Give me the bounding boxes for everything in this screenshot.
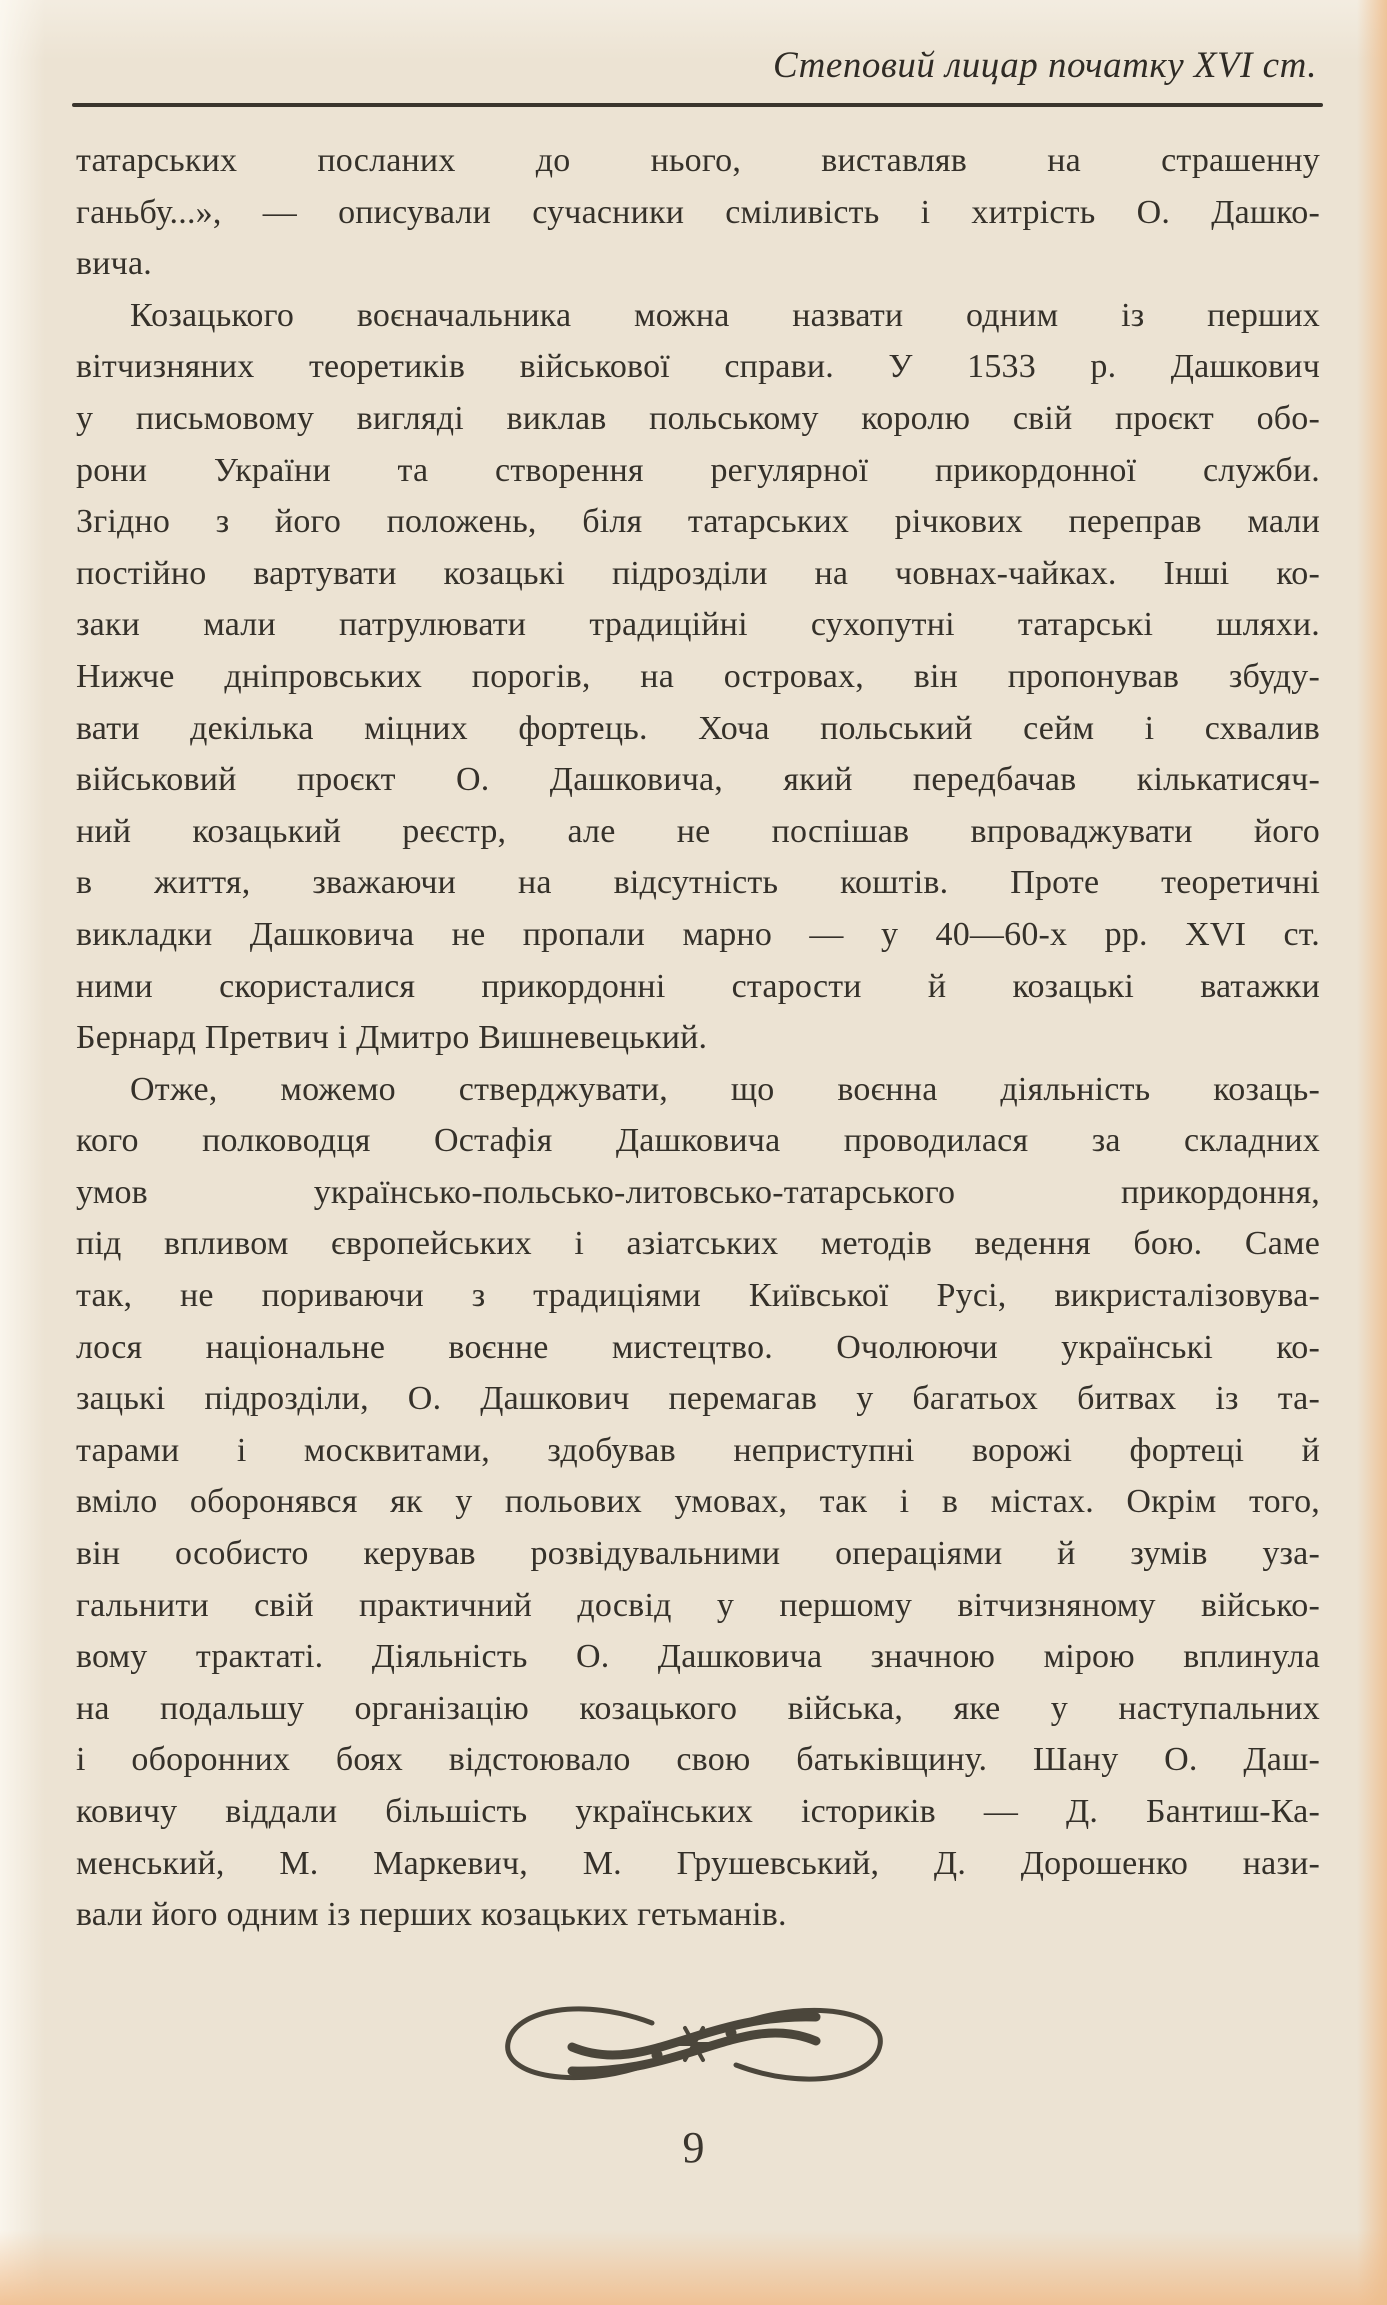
text-line: заки мали патрулювати традиційні сухопутні татарські шляхи. (76, 606, 1320, 644)
text-line: ний козацький реєстр, але не поспішав впроваджувати його (76, 812, 1320, 850)
text-line: Бернард Претвич і Дмитро Вишневецький. (76, 1019, 708, 1057)
text-line: Нижче дніпровських порогів, на островах, він пропонував збуду- (76, 657, 1320, 695)
text-line: кого полководця Остафія Дашковича проводилася за складних (76, 1122, 1320, 1160)
text-line: так, не пориваючи з традиціями Київської Русі, викристалізовува- (76, 1277, 1320, 1315)
text-line: вати декілька міцних фортець. Хоча польський сейм і схвалив (76, 709, 1320, 747)
text-line: і оборонних боях відстоювало свою батьківщину. Шану О. Даш- (76, 1741, 1320, 1779)
text-line: постійно вартувати козацькі підрозділи на човнах-чайках. Інші ко- (76, 554, 1320, 592)
text-line: Згідно з його положень, біля татарських річкових переправ мали (76, 503, 1320, 541)
text-line: він особисто керував розвідувальними операціями й зумів уза- (76, 1535, 1320, 1573)
page-body (76, 135, 1320, 1941)
flourish-divider-icon (494, 1985, 894, 2103)
text-line: вітчизняних теоретиків військової справи. У 1533 р. Дашкович (76, 348, 1320, 386)
page-number: 9 (682, 2122, 705, 2172)
section-end-ornament (0, 1985, 1387, 2108)
header-rule (72, 103, 1323, 107)
text-line: ганьбу...», — описували сучасники сміливість і хитрість О. Дашко- (76, 193, 1320, 231)
text-line: викладки Дашковича не пропали марно — у 40—60-х рр. XVI ст. (76, 915, 1320, 953)
text-line: умов українсько-польсько-литовсько-татарського прикордоння, (76, 1173, 1320, 1211)
text-line: тарами і москвитами, здобував неприступні ворожі фортеці й (76, 1431, 1320, 1469)
text-line: менський, М. Маркевич, М. Грушевський, Д. Дорошенко нази- (76, 1844, 1320, 1882)
text-line: у письмовому вигляді виклав польському королю свій проєкт обо- (76, 399, 1320, 437)
paragraph (76, 290, 1320, 1064)
text-line: вміло оборонявся як у польових умовах, так і в містах. Окрім того, (76, 1483, 1320, 1521)
text-line: вому трактаті. Діяльність О. Дашковича значною мірою вплинула (76, 1638, 1320, 1676)
text-line: Отже, можемо стверджувати, що воєнна діяльність козаць- (130, 1070, 1320, 1108)
text-line: ними скористалися прикордонні старости й козацькі ватажки (76, 967, 1320, 1005)
paragraph (76, 1064, 1320, 1941)
text-line: рони України та створення регулярної прикордонної служби. (76, 451, 1320, 489)
text-line: в життя, зважаючи на відсутність коштів. Проте теоретичні (76, 864, 1320, 902)
text-line: гальнити свій практичний досвід у першому вітчизняному військо- (76, 1586, 1320, 1624)
paragraph (76, 135, 1320, 290)
running-header: Степовий лицар початку XVI ст. (772, 45, 1317, 86)
text-line: Козацького воєначальника можна назвати одним із перших (130, 296, 1320, 334)
text-line: татарських посланих до нього, виставляв на страшенну (76, 142, 1320, 179)
text-line: ковичу віддали більшість українських істориків — Д. Бантиш-Ка- (76, 1793, 1320, 1830)
text-line: лося національне воєнне мистецтво. Очолюючи українські ко- (76, 1328, 1320, 1366)
text-line: військовий проєкт О. Дашковича, який передбачав кількатисяч- (76, 761, 1320, 799)
text-line: вича. (76, 245, 152, 283)
text-line: під впливом європейських і азіатських методів ведення бою. Саме (76, 1225, 1320, 1263)
text-line: на подальшу організацію козацького війська, яке у наступальних (76, 1689, 1320, 1727)
text-line: зацькі підрозділи, О. Дашкович перемагав у багатьох битвах із та- (76, 1380, 1320, 1418)
text-line: вали його одним із перших козацьких гетьманів. (76, 1896, 787, 1934)
